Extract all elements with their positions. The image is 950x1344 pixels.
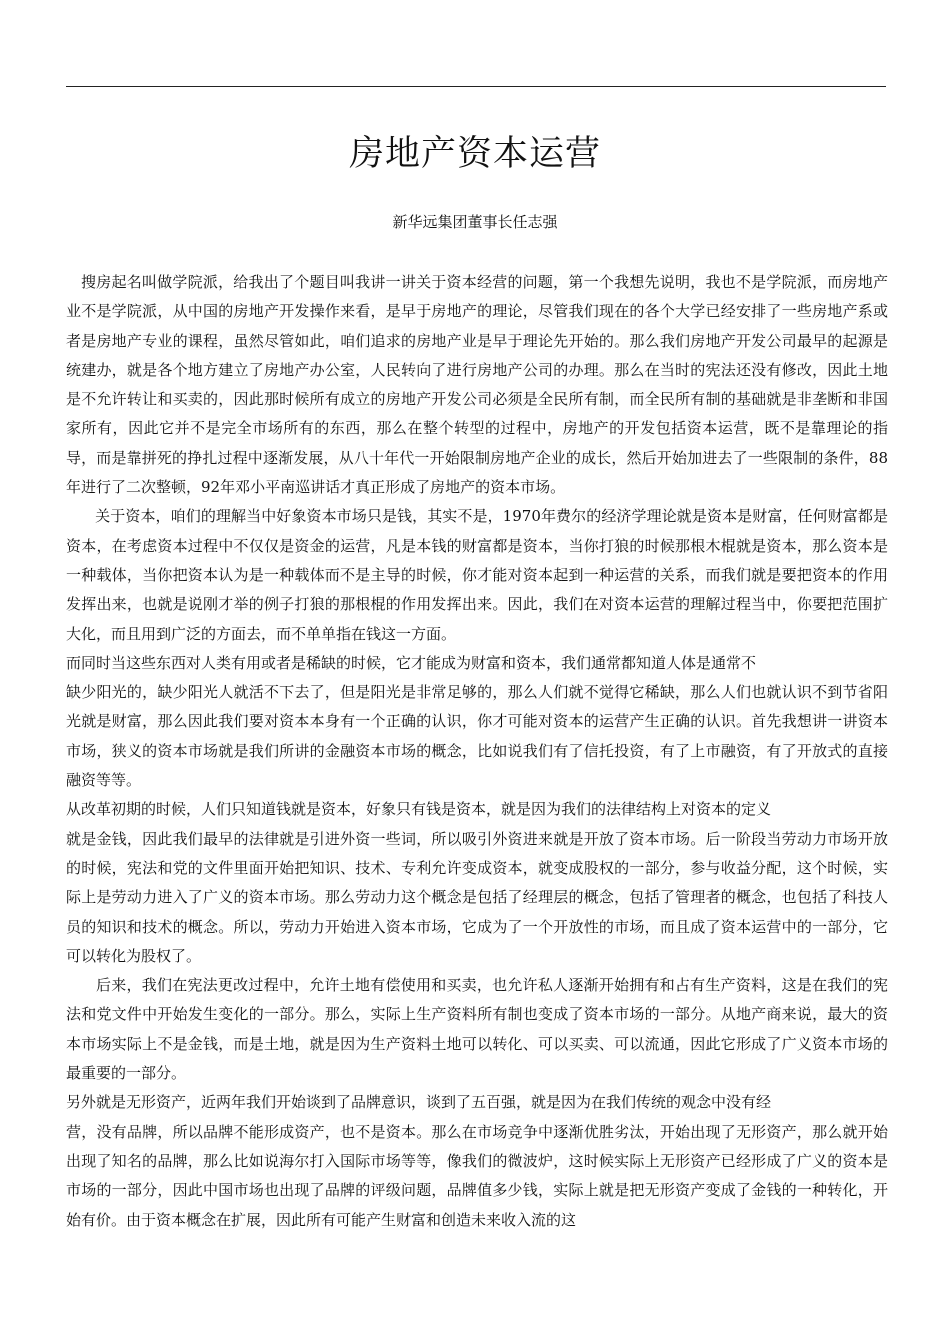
header-rule <box>66 86 886 87</box>
document-title: 房地产资本运营 <box>348 134 601 174</box>
paragraph-9: 营，没有品牌，所以品牌不能形成资产，也不是资本。那么在市场竞争中逐渐优胜劣汰，开始出现了无形资产，那么就开始出现了知名的品牌，那么比如说海尔打入国际市场等等，像我们的微波炉，这时候实际上无形资产已经形成了广义的资本是市场的一部分，因此中国市场也出现了品牌的评级问题，品牌值多少钱，实际上就是把无形资产变成了金钱的一种转化，开始有价。由于资本概念在扩展，因此所有可能产生财富和创造未来收入流的这 <box>66 1122 888 1229</box>
paragraph-4: 缺少阳光的，缺少阳光人就活不下去了，但是阳光是非常足够的，那么人们就不觉得它稀缺，那么人们也就认识不到节省阳光就是财富，那么因此我们要对资本本身有一个正确的认识，你才可能对资本的运营产生正确的认识。首先我想讲一讲资本市场，狭义的资本市场就是我们所讲的金融资本市场的概念，比如说我们有了信托投资，有了上市融资，有了开放式的直接融资等等。 <box>66 683 888 790</box>
author-line: 新华远集团董事长任志强 <box>392 213 558 231</box>
paragraph-5: 从改革初期的时候，人们只知道钱就是资本，好象只有钱是资本，就是因为我们的法律结构上对资本的定义 <box>66 800 772 819</box>
paragraph-1: 搜房起名叫做学院派，给我出了个题目叫我讲一讲关于资本经营的问题，第一个我想先说明，我也不是学院派，而房地产业不是学院派，从中国的房地产开发操作来看，是早于房地产的理论，尽管我们现在的各个大学已经安排了一些房地产系或者是房地产专业的课程，虽然尽管如此，咱们追求的房地产业是早于理论先开始的。那么我们房地产开发公司最早的起源是统建办，就是各个地方建立了房地产办公室，人民转向了进行房地产公司的办理。那么在当时的宪法还没有修改，因此土地是不允许转让和买卖的，因此那时候所有成立的房地产开发公司必须是全民所有制，而全民所有制的基础就是非垄断和非国家所有，因此它并不是完全市场所有的东西，那么在整个转型的过程中，房地产的开发包括资本运营，既不是靠理论的指导，而是靠拼死的挣扎过程中逐渐发展，从八十年代一开始限制房地产企业的成长，然后开始加进去了一些限制的条件，88年进行了二次整顿，92年邓小平南巡讲话才真正形成了房地产的资本市场。 <box>66 273 888 497</box>
paragraph-8: 另外就是无形资产，近两年我们开始谈到了品牌意识，谈到了五百强，就是因为在我们传统的观念中没有经 <box>66 1093 772 1112</box>
document-body <box>66 268 888 1235</box>
paragraph-3: 而同时当这些东西对人类有用或者是稀缺的时候，它才能成为财富和资本，我们通常都知道人体是通常不 <box>66 653 757 672</box>
paragraph-2: 关于资本，咱们的理解当中好象资本市场只是钱，其实不是，1970年费尔的经济学理论就是资本是财富，任何财富都是资本，在考虑资本过程中不仅仅是资金的运营，凡是本钱的财富都是资本，当你打狼的时候那根木棍就是资本，那么资本是一种载体，当你把资本认为是一种载体而不是主导的时候，你才能对资本起到一种运营的关系，而我们就是要把资本的作用发挥出来，也就是说刚才举的例子打狼的那根棍的作用发挥出来。因此，我们在对资本运营的理解过程当中，你要把范围扩大化，而且用到广泛的方面去，而不单单指在钱这一方面。 <box>66 507 888 643</box>
paragraph-7: 后来，我们在宪法更改过程中，允许土地有偿使用和买卖，也允许私人逐渐开始拥有和占有生产资料，这是在我们的宪法和党文件中开始发生变化的一部分。那么，实际上生产资料所有制也变成了资本市场的一部分。从地产商来说，最大的资本市场实际上不是金钱，而是土地，就是因为生产资料土地可以转化、可以买卖、可以流通，因此它形成了广义资本市场的最重要的一部分。 <box>66 976 889 1083</box>
paragraph-6: 就是金钱，因此我们最早的法律就是引进外资一些词，所以吸引外资进来就是开放了资本市场。后一阶段当劳动力市场开放的时候，宪法和党的文件里面开始把知识、技术、专利允许变成资本，就变成股权的一部分，参与收益分配，这个时候，实际上是劳动力进入了广义的资本市场。那么劳动力这个概念是包括了经理层的概念，包括了管理者的概念，也包括了科技人员的知识和技术的概念。所以，劳动力开始进入资本市场，它成为了一个开放性的市场，而且成了资本运营中的一部分，它可以转化为股权了。 <box>66 829 888 965</box>
